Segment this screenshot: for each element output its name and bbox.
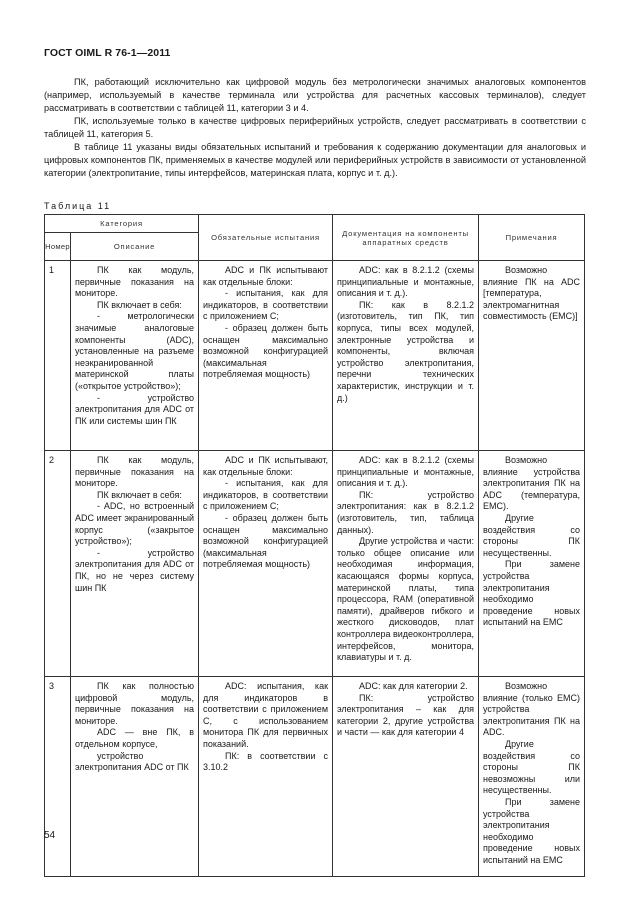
tests-paragraph: - образец должен быть оснащен максимально возможной конфигурацией (максимальная потребляемая мощность) xyxy=(203,322,329,380)
header-category: Категория xyxy=(45,215,199,233)
cell-tests xyxy=(199,677,333,877)
table-body xyxy=(45,261,585,877)
intro-paragraph: ПК, используемые только в качестве цифровых периферийных устройств, следует рассматривать в соответствии с таблицей 11, категория 5. xyxy=(44,116,586,139)
intro-text xyxy=(44,76,586,180)
description-paragraph: ПК как модуль, первичные показания на мониторе. xyxy=(75,265,195,299)
documentation-paragraph: ПК: как в 8.2.1.2 (изготовитель, тип ПК, тип корпуса, типы всех модулей, электронные устройства и компоненты, включая устройство электропитания, перечни технических характеристик, инструкции и т. д.) xyxy=(337,299,475,403)
notes-paragraph: Возможно влияние (только EMC) устройства электропитания ПК на ADC. xyxy=(483,681,581,738)
cell-tests xyxy=(199,451,333,677)
cell-description xyxy=(71,261,199,451)
description-paragraph: ADC — вне ПК, в отдельном корпусе, xyxy=(75,727,195,749)
row-number: 3 xyxy=(45,677,71,877)
notes-paragraph: Другие воздействия со стороны ПК несущественны. xyxy=(483,512,581,558)
tests-paragraph: - испытания, как для индикаторов, в соответствии с приложением С; xyxy=(203,288,329,322)
notes-paragraph: При замене устройства электропитания необходимо проведение новых испытаний на EMC xyxy=(483,796,581,865)
cell-description xyxy=(71,451,199,677)
table-row xyxy=(45,677,585,877)
description-paragraph: - ADC, но встроенный ADC имеет экранированный корпус («закрытое устройство»); xyxy=(75,501,195,547)
description-paragraph: устройство электропитания ADC от ПК xyxy=(75,750,189,773)
cell-notes xyxy=(479,451,585,677)
table-caption: Таблица 11 xyxy=(44,201,112,211)
cell-notes xyxy=(479,261,585,451)
header-tests: Обязательные испытания xyxy=(199,215,333,261)
tests-paragraph: ADC: испытания, как для индикаторов в соответствии с приложением С, с использованием монитора ПК для первичных показаний. xyxy=(203,681,329,749)
intro-paragraph: В таблице 11 указаны виды обязательных испытаний и требования к содержанию документации для аналоговых и цифровых компонентов ПК, применяемых в качестве модулей или периферийных устройств в зависимости от установленной категории (электропитание, типы интерфейсов, материнская плата, корпус и т. д.). xyxy=(44,142,586,178)
table-row xyxy=(45,261,585,451)
requirements-table xyxy=(44,214,585,877)
notes-paragraph: При замене устройства электропитания необходимо проведение новых испытаний на EMC xyxy=(483,559,581,628)
description-paragraph: ПК включает в себя: xyxy=(97,299,182,310)
row-number: 1 xyxy=(45,261,71,451)
description-paragraph: - устройство электропитания для ADC от ПК или системы шин ПК xyxy=(75,392,195,426)
documentation-paragraph: ADC: как для категории 2. xyxy=(359,681,468,691)
documentation-paragraph: ПК: устройство электропитания: как в 8.2.1.2 (изготовитель, тип, таблица данных). xyxy=(337,489,475,535)
tests-paragraph: ПК: в соответствии с 3.10.2 xyxy=(203,750,329,773)
cell-description xyxy=(71,677,199,877)
description-paragraph: - метрологически значимые аналоговые компоненты (ADC), установленные на разъеме неэкранированной материнской платы («открытое устройство»); xyxy=(75,311,195,391)
tests-paragraph: ADC и ПК испытывают, как отдельные блоки: xyxy=(203,455,329,477)
tests-paragraph: - образец должен быть оснащен максимально возможной конфигурацией (максимальная потребляемая мощность) xyxy=(203,512,329,570)
documentation-paragraph: Другие устройства и части: только общее описание или необходимая информация, касающаяся формы корпуса, материнской платы, типа процессора, RAM (оперативной памяти), драйверов гибкого и жесткого дисководов, плат контроллера видеоконтроллера, интерфейсов, монитора, клавиатуры и т. д. xyxy=(337,536,475,663)
description-paragraph: ПК как полностью цифровой модуль, первичные показания на мониторе. xyxy=(75,681,195,726)
table-row xyxy=(45,451,585,677)
cell-documentation xyxy=(333,451,479,677)
cell-notes xyxy=(479,677,585,877)
header-documentation: Документация на компоненты аппаратных средств xyxy=(333,215,479,261)
intro-paragraph: ПК, работающий исключительно как цифровой модуль без метрологически значимых аналоговых компонентов (например, используемый в качестве терминала или устройства для расчетных кассовых терминалов), следует рассматривать в соответствии с таблицей 11, категории 3 и 4. xyxy=(44,77,586,113)
documentation-paragraph: ПК: устройство электропитания – как для категории 2, другие устройства и части — как для категории 4 xyxy=(337,692,475,738)
description-paragraph: ПК включает в себя: xyxy=(97,489,182,500)
header-number: Номер xyxy=(45,233,71,261)
row-number: 2 xyxy=(45,451,71,677)
page-number: 54 xyxy=(44,830,56,841)
cell-tests xyxy=(199,261,333,451)
description-paragraph: - устройство электропитания для ADC от ПК, но не через систему шин ПК xyxy=(75,547,195,593)
notes-paragraph: Другие воздействия со стороны ПК невозможны или несущественны. xyxy=(483,738,581,796)
header-notes: Примечания xyxy=(479,215,585,261)
documentation-paragraph: ADC: как в 8.2.1.2 (схемы принципиальные и монтажные, описания и т. д.). xyxy=(337,265,475,299)
cell-documentation xyxy=(333,261,479,451)
header-description: Описание xyxy=(71,233,199,261)
notes-paragraph: Возможно влияние ПК на ADC [температура, электромагнитная совместимость (EMC)] xyxy=(483,265,581,322)
documentation-paragraph: ADC: как в 8.2.1.2 (схемы принципиальные и монтажные, описания и т. д.). xyxy=(337,455,475,489)
cell-documentation xyxy=(333,677,479,877)
tests-paragraph: ADC и ПК испытывают как отдельные блоки: xyxy=(203,265,329,287)
tests-paragraph: - испытания, как для индикаторов, в соответствии с приложением С; xyxy=(203,478,329,512)
notes-paragraph: Возможно влияние устройства электропитания ПК на ADC (температура, EMC). xyxy=(483,455,581,512)
description-paragraph: ПК как модуль, первичные показания на мониторе. xyxy=(75,455,195,489)
document-header: ГОСТ OIML R 76-1—2011 xyxy=(44,47,171,59)
